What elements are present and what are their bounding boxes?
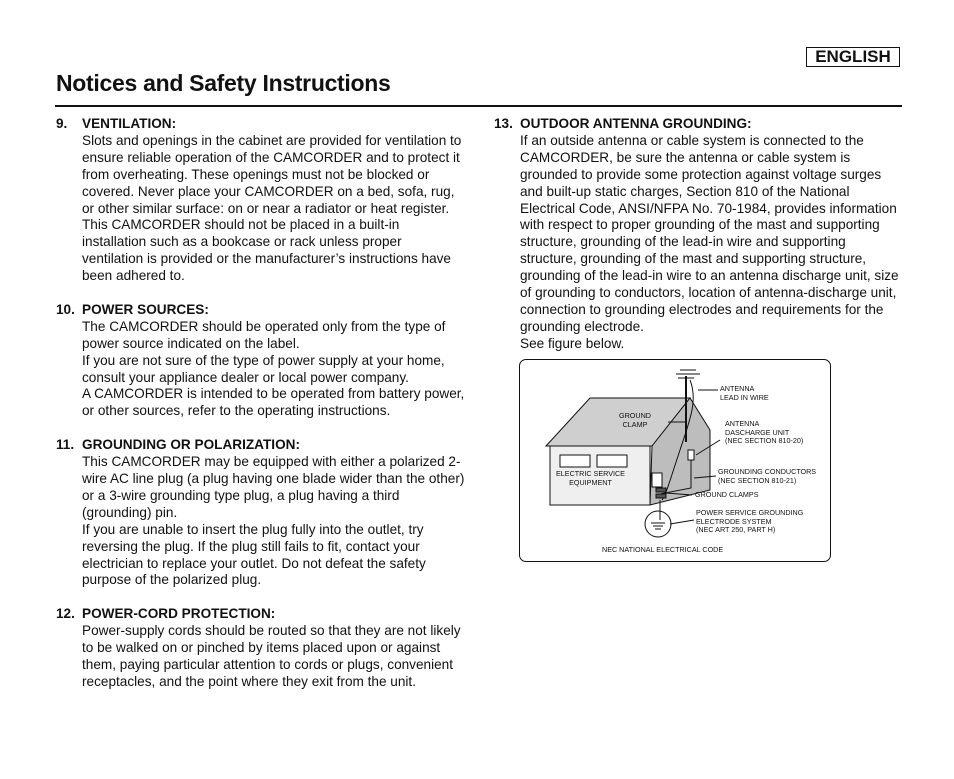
section-antenna-grounding [494,116,904,353]
grounding-conductors-label: GROUNDING CONDUCTORS (NEC SECTION 810-21) [718,467,817,485]
section-paragraph: This CAMCORDER may be equipped with either a polarized 2-wire AC line plug (a plug having one blade wider than the other) or a 3-wire grounding type plug, a plug having a third (grounding) pin. [82,454,465,520]
section-body [56,319,466,420]
section-heading [56,437,466,454]
section-paragraph: See figure below. [520,335,625,351]
section-body [56,623,466,691]
section-heading [56,302,466,319]
section-body [494,133,904,353]
section-number: 13. [494,116,513,131]
section-title: GROUNDING OR POLARIZATION: [82,437,300,453]
section-grounding [56,437,466,589]
section-title: POWER SOURCES: [82,301,209,317]
section-power-cord [56,606,466,691]
section-paragraph: Slots and openings in the cabinet are provided for ventilation to ensure reliable operation of the CAMCORDER and to protect it from overheating. These openings must not be blocked or covered. Never place your CAMCORDER on a bed, sofa, rug, or other similar surface: on or near a radiator or heat register. This CAMCORDER should not be placed in a built-in installation such as a bookcase or rack unless proper ventilation is provided or the manufacturer’s instructions have been adhered to. [82,132,462,284]
section-heading [56,606,466,623]
leader-line [670,520,694,524]
section-paragraph: The CAMCORDER should be operated only from the type of power source indicated on the label. [82,318,446,351]
section-body [56,454,466,589]
section-title: VENTILATION: [82,116,177,131]
service-box [652,473,662,487]
electrode-circle [645,511,671,537]
language-badge: ENGLISH [806,47,900,67]
section-title: POWER-CORD PROTECTION: [82,606,276,622]
discharge-unit-label: ANTENNA DASCHARGE UNIT (NEC SECTION 810-20) [725,419,804,446]
antenna-grounding-figure [519,359,831,562]
section-ventilation [56,116,466,285]
section-number: 10. [56,301,75,317]
page-title: Notices and Safety Instructions [56,70,391,96]
section-number: 11. [56,437,75,453]
section-number: 9. [56,116,68,131]
ground-clamp [656,494,666,498]
section-paragraph: If you are unable to insert the plug fully into the outlet, try reversing the plug. If the plug still fails to fit, contact your electrician to replace your outlet. Do not defeat the safety purpose of the polarized plug. [82,521,426,588]
section-title: OUTDOOR ANTENNA GROUNDING: [520,116,752,131]
nec-code-label: NEC NATIONAL ELECTRICAL CODE [602,545,724,554]
section-paragraph: If you are not sure of the type of power supply at your home, consult your appliance dealer or local power company. [82,352,445,385]
section-heading [494,116,904,133]
ground-clamp [656,488,666,492]
right-column [494,116,904,370]
left-column [56,116,466,708]
section-number: 12. [56,606,75,622]
electric-service-label: ELECTRIC SERVICE EQUIPMENT [556,469,625,487]
window [597,455,627,467]
window [560,455,590,467]
section-body [56,133,466,285]
section-heading [56,116,466,133]
section-paragraph: A CAMCORDER is intended to be operated from battery power, or other sources, refer to the operating instructions. [82,386,465,419]
antenna-lead-label: ANTENNA LEAD IN WIRE [720,384,769,402]
section-paragraph: If an outside antenna or cable system is connected to the CAMCORDER, be sure the antenna or cable system is grounded to provide some protection against voltage surges and built-up static charges, Section 810 of the National Electrical Code, ANSI/NFPA No. 70-1984, provides information with respect to proper grounding of the mast and supporting structure, grounding of the lead-in wire and supporting structure, grounding of the mast and supporting structure, grounding of the lead-in wire to an antenna discharge unit, size of grounding to conductors, location of antenna-discharge unit, connection to grounding electrodes and requirements for the grounding electrode. [520,132,899,334]
section-paragraph: Power-supply cords should be routed so that they are not likely to be walked on or pinched by items placed upon or against them, paying particular attention to cords or plugs, convenient receptacles, and the point where they exit from the unit. [82,623,461,689]
ground-clamp-label: GROUND CLAMP [619,411,651,429]
title-divider [55,105,902,107]
discharge-unit [688,450,694,460]
ground-clamps-label: GROUND CLAMPS [695,490,759,499]
section-power-sources [56,302,466,420]
power-service-label: POWER SERVICE GROUNDING ELECTRODE SYSTEM (NEC ART 250, PART H) [696,508,804,535]
